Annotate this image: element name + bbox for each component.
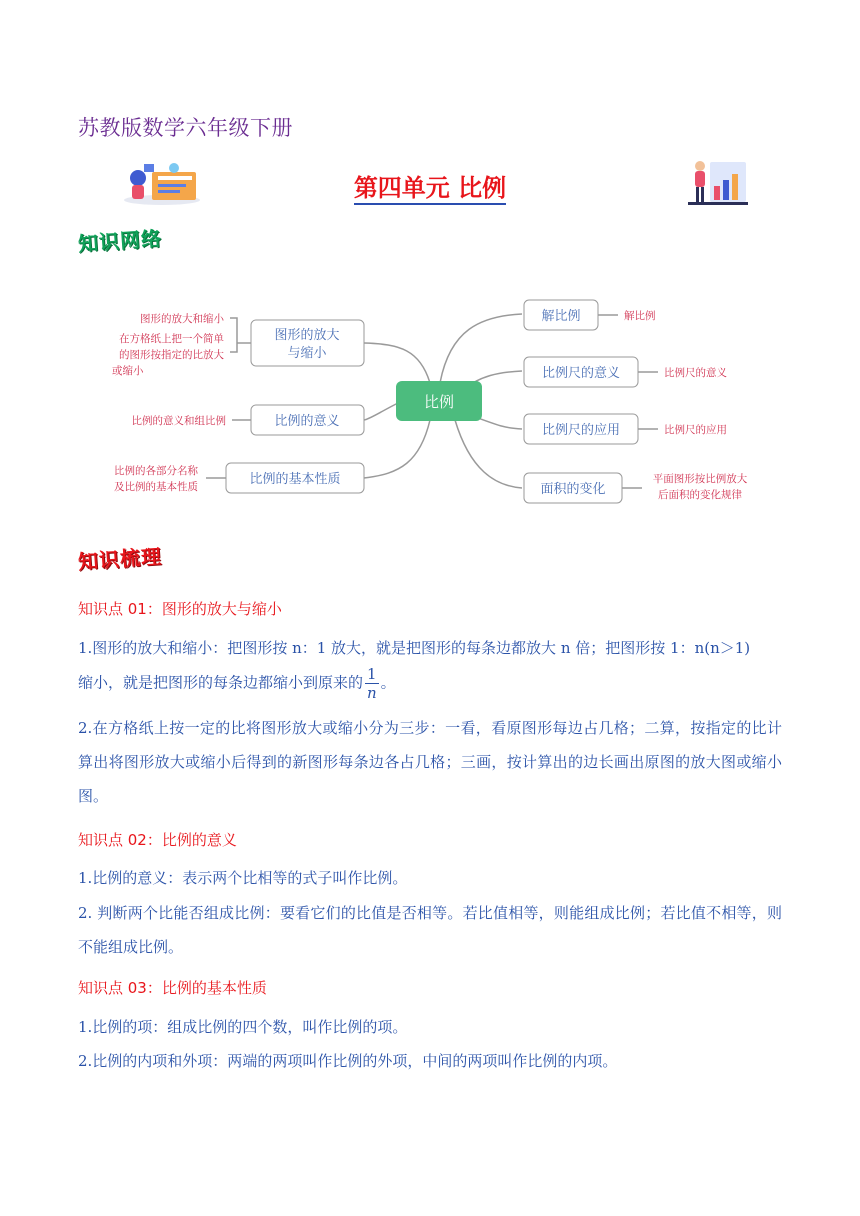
branch-line [455, 420, 522, 488]
node-note: 的图形按指定的比放大 [119, 349, 224, 361]
center-node-label: 比例 [423, 394, 455, 411]
mind-map [0, 270, 860, 520]
section-knowledge-network: 知识网络 [77, 226, 163, 256]
node-label: 面积的变化 [540, 481, 606, 496]
kp1-paragraph-1: 1.图形的放大和缩小：把图形按 n：1 放大，就是把图形的每条边都放大 n 倍；把图形按 1：n(n＞1) 缩小，就是把图形的每条边都缩小到原来的 $\frac{1}{n}$ 。 [78, 639, 751, 702]
node-label: 比例的意义 [274, 413, 340, 428]
kp1-title: 知识点 01：图形的放大与缩小 [78, 600, 282, 618]
kp2-paragraph-2: 2. 判断两个比能否组成比例：要看它们的比值是否相等。若比值相等，则能组成比例；若比值不相等，则不能组成比例。 [78, 904, 782, 956]
kp1-p1-b: 缩小，就是把图形的每条边都缩小到原来的 [78, 673, 364, 692]
node-note: 解比例 [624, 310, 656, 322]
branch-line [364, 402, 400, 420]
node-label: 比例尺的意义 [541, 365, 621, 380]
node-label: 图形的放大 [274, 327, 340, 342]
node-note: 平面图形按比例放大 [652, 473, 748, 485]
kp3-paragraph-1: 1.比例的项：组成比例的四个数，叫作比例的项。 [78, 1018, 408, 1036]
node-note: 在方格纸上把一个简单 [119, 333, 224, 345]
node-note: 后面积的变化规律 [658, 489, 742, 501]
kp3-paragraph-2: 2.比例的内项和外项：两端的两项叫作比例的外项，中间的两项叫作比例的内项。 [78, 1052, 618, 1070]
branch-line [364, 420, 430, 478]
node-note: 及比例的基本性质 [114, 481, 198, 493]
unit-title: 第四单元 比例 [0, 168, 860, 203]
node-note: 图形的放大和缩小 [140, 313, 224, 325]
kp1-p1-a: 1.图形的放大和缩小：把图形按 n：1 放大，就是把图形的每条边都放大 n 倍；把图形按 1：n(n＞1) [78, 639, 751, 657]
kp1-paragraph-2: 2.在方格纸上按一定的比将图形放大或缩小分为三步：一看，看原图形每边占几格；二算，按指定的比计算出将图形放大或缩小后得到的新图形每条边各占几格；三画，按计算出的边长画出原图的放大图或缩小图。 [78, 719, 782, 805]
kp3-title: 知识点 03：比例的基本性质 [78, 979, 267, 997]
kp2-paragraph-1: 1.比例的意义：表示两个比相等的式子叫作比例。 [78, 869, 408, 887]
node-label: 比例尺的应用 [541, 422, 621, 437]
node-note: 比例的各部分名称 [114, 465, 198, 477]
branch-line [478, 418, 522, 429]
node-label: 与缩小 [287, 345, 327, 360]
node-note: 比例的意义和组比例 [131, 415, 226, 427]
node-note: 比例尺的意义 [664, 367, 727, 379]
book-title: 苏教版数学六年级下册 [78, 116, 293, 140]
section-knowledge-summary: 知识梳理 [77, 544, 163, 574]
node-note: 或缩小 [112, 365, 144, 377]
node-note: 比例尺的应用 [664, 424, 727, 436]
kp2-title: 知识点 02：比例的意义 [78, 831, 237, 849]
branch-line [364, 343, 430, 383]
node-label: 比例的基本性质 [249, 471, 341, 486]
node-label: 解比例 [541, 308, 581, 323]
fraction-1-over-n: $\frac{1}{n}$ [366, 665, 377, 702]
